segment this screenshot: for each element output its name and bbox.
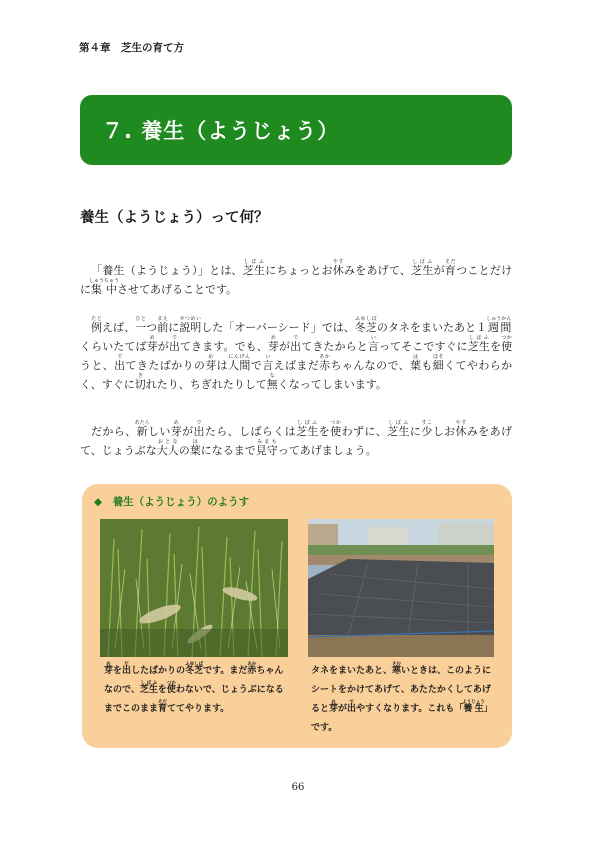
- section-banner: [80, 95, 512, 165]
- paragraph-2: 例たとえば、一ひとつ前まえに説明せつめいした「オーバーシード」では、冬芝ふゆしばのタネをまいたあと１週間しゅうかんくらいたてば芽めが出でてきます。でも、芽めが出でてきたからと言いってそこですぐに芝生しばふを使つかうと、出でてきたばかりの芽めは人間にんげんで言いえばまだ赤あかちゃんなので、葉はも細ほそくてやわらかく、すぐに切きれたり、ちぎれたりして無なくなってしまいます。: [80, 316, 513, 391]
- photo-young-winter-grass: [100, 519, 288, 657]
- page-number: 66: [291, 782, 305, 793]
- paragraph-3: だから、新あたらしい芽めが出でたら、しばらくは芝生しばふを使つかわずに、芝生しばふに少すこしお休やすみをあげて、じょうぶな大人おとなの葉はになるまで見守みまもってあげましょう。: [80, 420, 513, 457]
- paragraph-1: 「養生（ようじょう）」とは、芝生しばふにちょっとお休やすみをあげて、芝生しばふが育そだつことだけに集中しゅうちゅうさせてあげることです。: [80, 259, 513, 296]
- caption-young-grass: 芽めを出だしたばかりの冬芝ふゆしばです。まだ赤あかちゃんなので、芝生しばふを使つかわないで、じょうぶになるまでこのまま育そだててやります。: [104, 662, 284, 714]
- banner-title: ７. 養生（ようじょう）: [102, 119, 340, 143]
- photo-covered-field: [308, 519, 494, 657]
- chapter-header: 第４章 芝生の育て方: [79, 42, 184, 54]
- section-title: 養生（ようじょう）って何？: [80, 210, 269, 226]
- curing-infobox: [82, 484, 512, 748]
- infobox-title: ◆ 養生（ようじょう）のようす: [94, 496, 250, 508]
- caption-covered-field: タネをまいたあと、寒さむいときは、このようにシートをかけてあげて、あたたかくしてあげると芽めが出でやすくなります。これも「養生ようじょう」です。: [311, 662, 493, 733]
